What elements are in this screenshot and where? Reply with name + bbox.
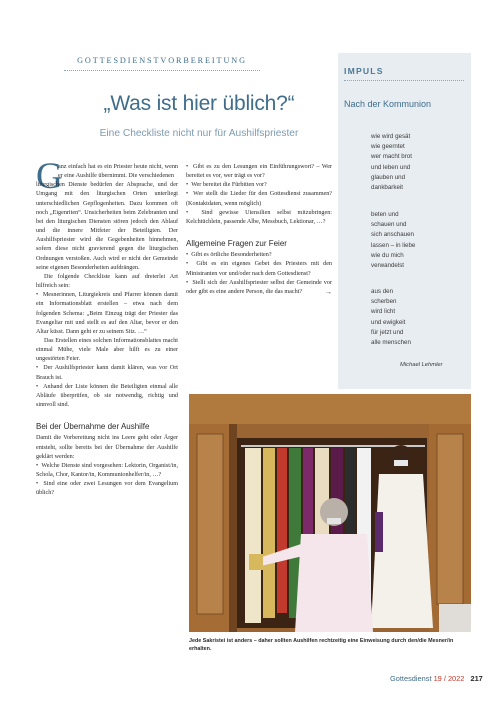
section-kicker: GOTTESDIENSTVORBEREITUNG <box>77 56 247 65</box>
poem-line: glauben und <box>371 173 406 181</box>
list-item: • Der Aushilfspriester kann damit klären, was vor Ort Brauch ist. <box>36 364 178 382</box>
poem-line: und ewigkeit <box>371 318 406 326</box>
sacristy-photo <box>189 394 471 632</box>
continue-arrow-icon: → <box>325 287 332 296</box>
section-heading: Allgemeine Fragen zur Feier <box>186 239 287 249</box>
poem-line: wird licht <box>371 308 396 316</box>
page-number: 217 <box>470 674 483 683</box>
poem-line: sich anschauen <box>371 231 414 239</box>
article-title: „Was ist hier üblich?“ <box>103 92 295 115</box>
article-subtitle: Eine Checkliste nicht nur für Aushilfspriester <box>99 128 299 139</box>
poem-line: verwandelst <box>371 262 405 270</box>
list-item: • Sind eine oder zwei Lesungen vor dem Evangelium üblich? <box>36 480 178 498</box>
photo-caption: Jede Sakristei ist anders – daher sollten Aushilfen rechtzeitig eine Einweisung durch den/die Mesner/in erhalten. <box>189 638 454 653</box>
poem-line: scherben <box>371 298 397 306</box>
list-item: • Wer stellt die Lieder für den Gottesdienst zusammen? (Kontaktdaten, wenn möglich) <box>186 190 332 208</box>
poem-line: lassen – in liebe <box>371 241 416 249</box>
body-paragraph: Das Erstellen eines solchen Informationsblattes macht einmal Mühe, viele Male aber hilft es zu einer ungestörten Feier. <box>36 337 178 363</box>
sidebar-divider <box>344 80 464 81</box>
poem-line: und leben und <box>371 163 411 171</box>
poem-line: alle menschen <box>371 339 411 347</box>
intro-first-lines: anz einfach hat es ein Priester heute nicht, wenn er eine Aushilfe übernimmt. Die verschiedenen <box>58 164 178 180</box>
poem-line: schauen und <box>371 221 407 229</box>
list-item: • Mesnerinnen, Liturgiekreis und Pfarrer können damit ein Informationsblatt erstellen – etwa nach dem folgenden Schema: „Beim Einzug trägt der Priester das Evangeliar mit und stellt es auf den Altar, bevor er den Altar küsst. Dann geht er zu seinem Sitz. …“ <box>36 291 178 337</box>
intro-paragraph: liturgischen Dienste bedürfen der Absprache, und der Umgang mit den liturgischen Orten unterliegt unterschiedlichen Gepflogenheiten. Dazu kommen oft noch „Eigenriten“. Unsicherheiten beim Zelebranten und bei den liturgischen Diensten stören jedoch den Ablauf und die innere Mitfeier der Beteiligten. Der Aushilfspriester wird die Gegebenheiten hinnehmen, sofern diese nicht gravierend gegen die liturgischen Ordnungen verstoßen. Auch wird er nicht der Gemeinde seine eigenen Besonderheiten aufdrängen. <box>36 182 178 271</box>
poem-line: wer macht brot <box>371 153 412 161</box>
section-heading: Bei der Übernahme der Aushilfe <box>36 422 150 432</box>
list-item: • Welche Dienste sind vorgesehen: Lektorin, Organist/in, Schola, Chor, Kantor/in, Kommunionhelfer/in, …? <box>36 462 178 480</box>
list-item: • Gibt es zu den Lesungen ein Einführungswort? – Wer bereitet es vor, wer trägt es vor? <box>186 163 332 181</box>
list-item: • Gibt es örtliche Besonderheiten? <box>186 251 332 260</box>
issue-number: 19 / 2022 <box>433 674 465 683</box>
list-item: • Anhand der Liste können die Beteiligten einmal alle Abläufe überprüfen, ob sie notwendig, richtig und sinnvoll sind. <box>36 383 178 410</box>
page-footer <box>390 674 483 683</box>
poem-stanza-1 <box>371 132 465 193</box>
body-paragraph: Damit die Vorbereitung nicht ins Leere geht oder Ärger entsteht, sollte bereits bei der Übernahme der Aushilfe geklärt werden: <box>36 435 178 460</box>
magazine-name: Gottesdienst <box>390 674 432 683</box>
body-paragraph: Die folgende Checkliste kann auf dreierlei Art hilfreich sein: <box>36 273 178 290</box>
sidebar-label: IMPULS <box>344 66 384 76</box>
sidebar-title: Nach der Kommunion <box>344 99 432 109</box>
poem-line: wie geerntet <box>371 143 405 151</box>
poem-line: wie du mich <box>371 251 404 259</box>
kicker-divider <box>64 70 260 71</box>
poem-stanza-2 <box>371 210 465 271</box>
poem-line: für jetzt und <box>371 328 404 336</box>
drop-cap: G <box>36 156 63 197</box>
article-column-2 <box>186 163 332 297</box>
poem-line: beten und <box>371 211 399 218</box>
poem-author: Michael Lehmler <box>400 362 443 368</box>
list-item <box>186 279 332 297</box>
poem-line: wie wird gesät <box>371 133 411 140</box>
poem-line: aus den <box>371 288 394 295</box>
list-item-text: Stellt sich der Aushilfspriester selbst der Gemeinde vor oder gibt es eine andere Person, die das macht? <box>186 279 332 295</box>
list-item: • Sind gewisse Utensilien selbst mitzubringen: Kelchtüchlein, passende Albe, Messbuch, Lektionar, …? <box>186 209 332 227</box>
list-item: • Wer bereitet die Fürbitten vor? <box>186 181 332 190</box>
article-column-1 <box>36 163 178 498</box>
poem-stanza-3 <box>371 287 465 348</box>
list-item: • Gibt es ein eigenes Gebet des Priesters mit den Ministranten vor und/oder nach dem Gottesdienst? <box>186 260 332 278</box>
poem-line: dankbarkeit <box>371 184 403 192</box>
sacristy-illustration <box>189 394 471 632</box>
